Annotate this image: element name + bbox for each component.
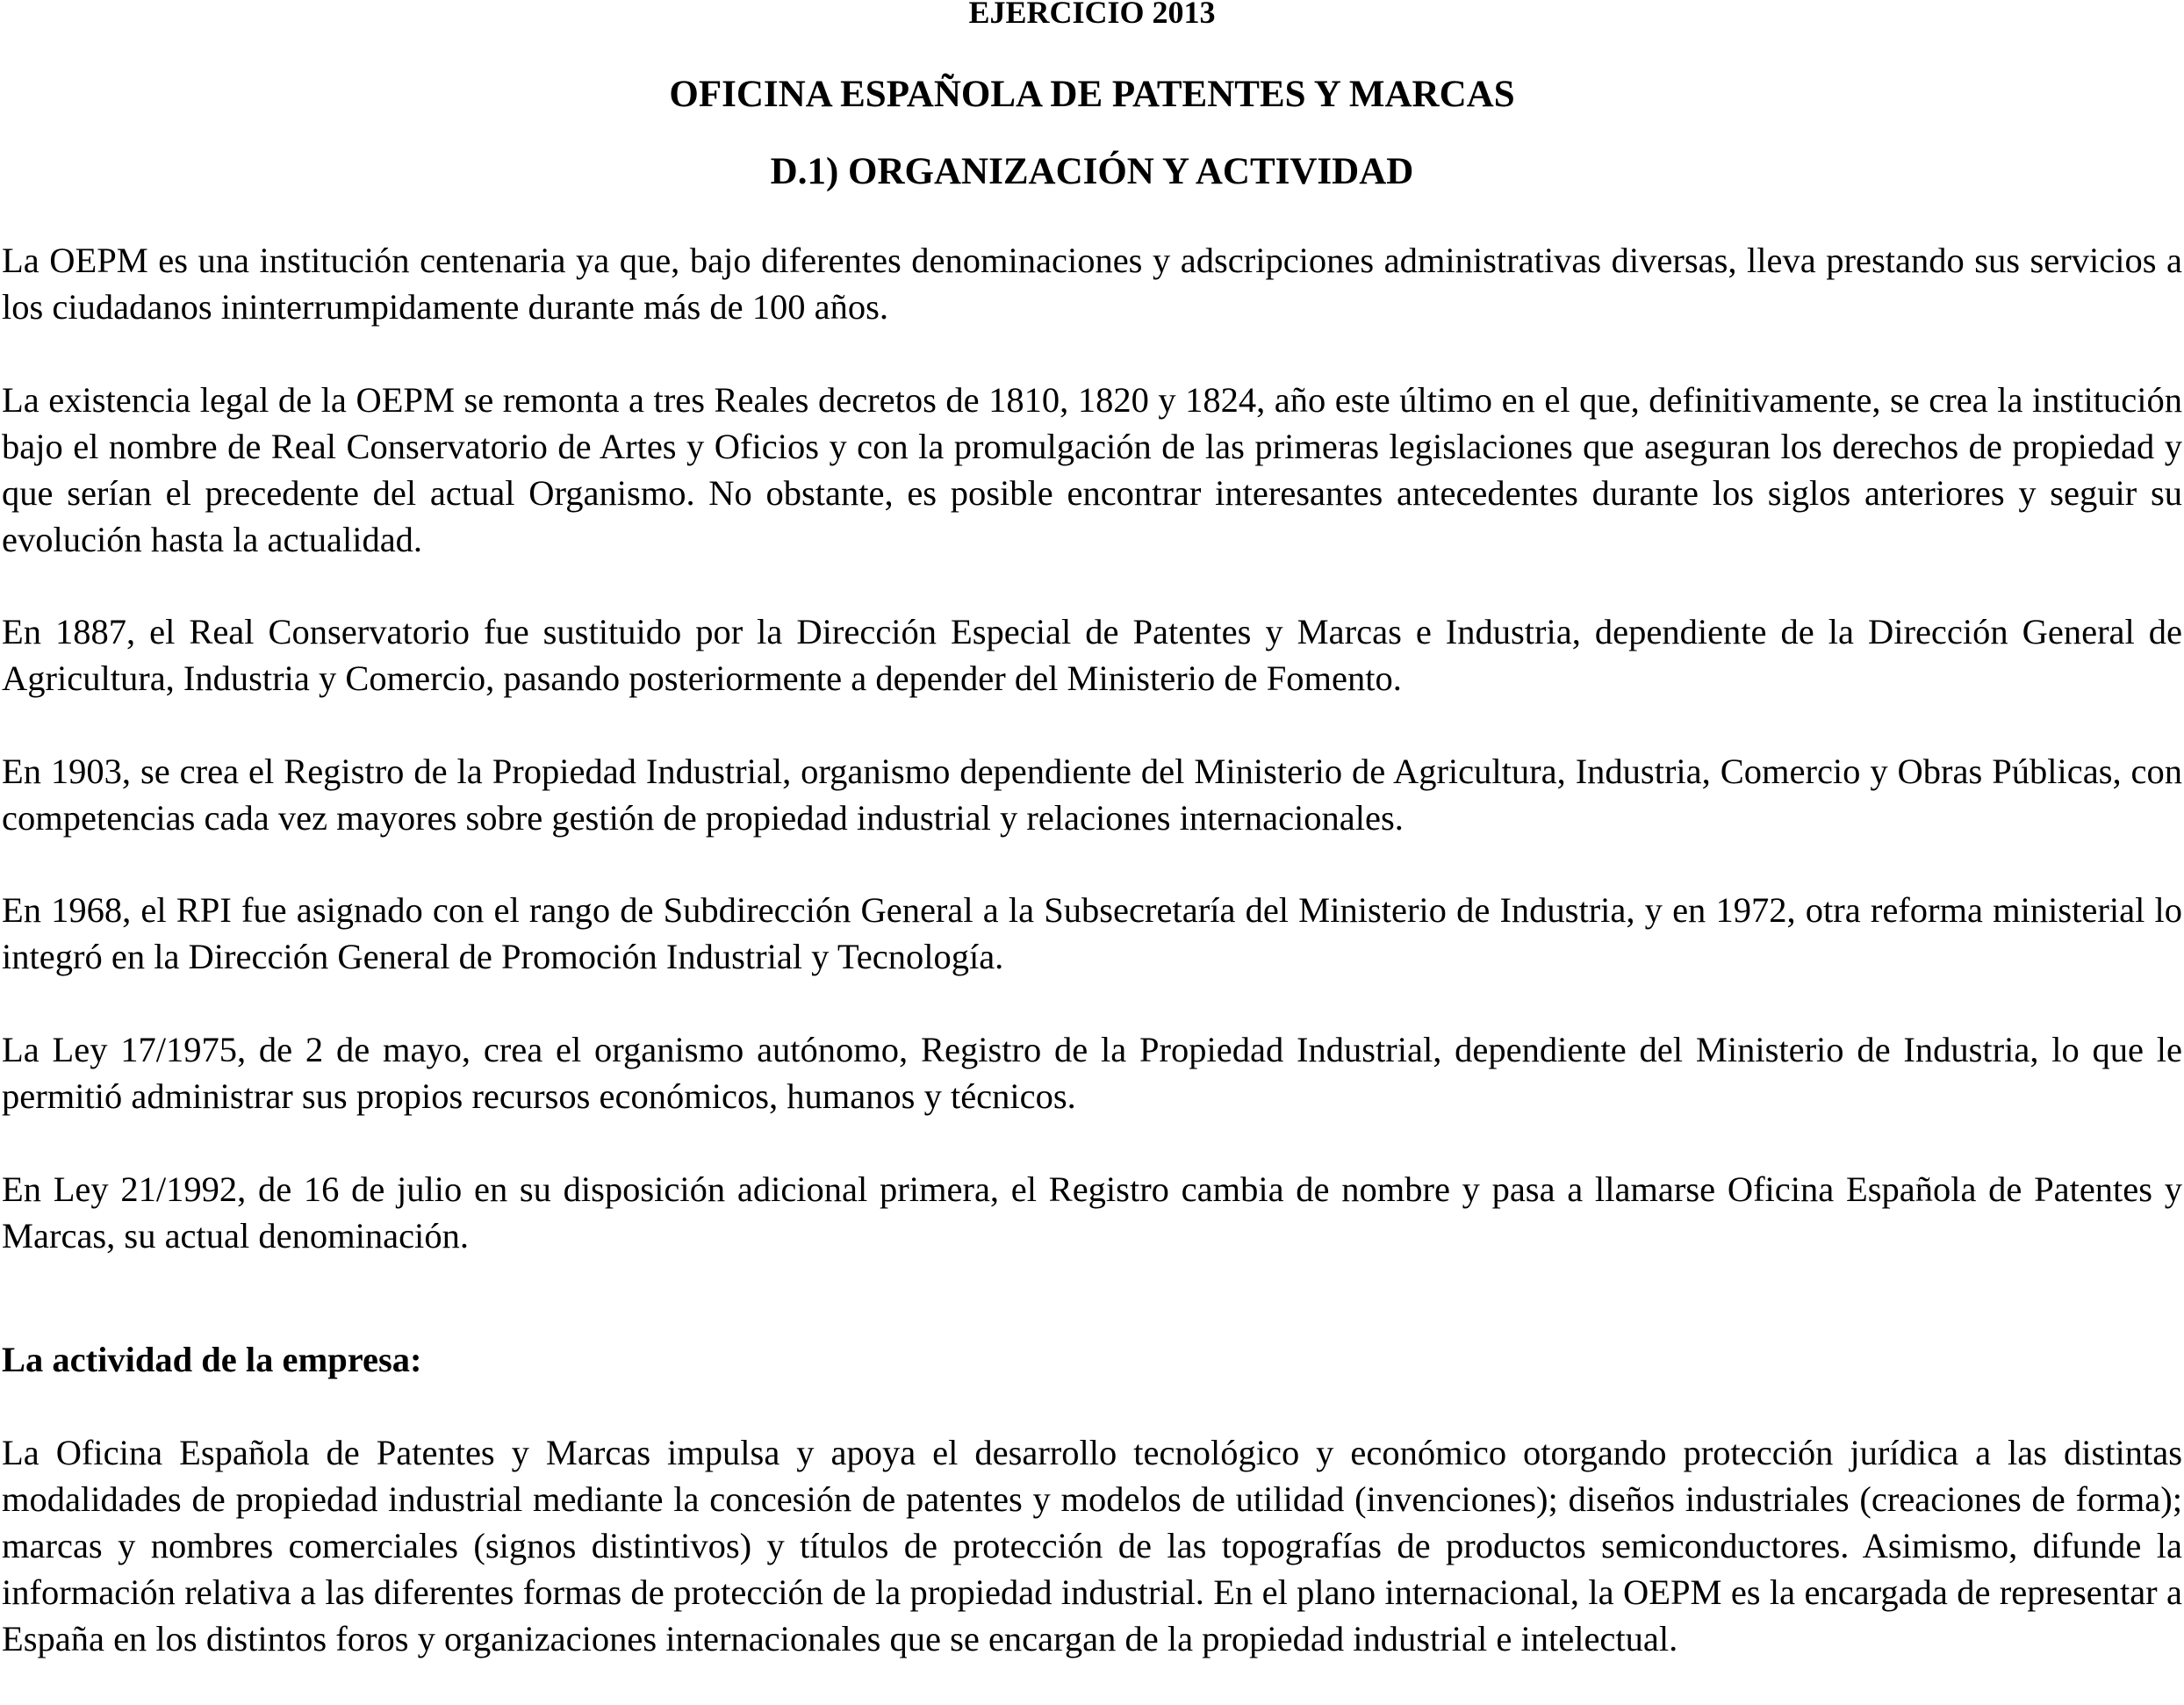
paragraph-1968: En 1968, el RPI fue asignado con el rango de Subdirección General a la Subsecretaría del Ministerio de Industria, y en 1972, otra reforma ministerial lo integró en la Dirección General de Promoción Industrial y Tecnología. [2, 890, 2182, 976]
activity-heading: La actividad de la empresa: [2, 1340, 422, 1379]
section-title: D.1) ORGANIZACIÓN Y ACTIVIDAD [770, 151, 1414, 192]
paragraph-law-1992: En Ley 21/1992, de 16 de julio en su disposición adicional primera, el Registro cambia de nombre y pasa a llamarse Oficina Española de Patentes y Marcas, su actual denominación. [2, 1169, 2182, 1255]
paragraph-1887: En 1887, el Real Conservatorio fue sustituido por la Dirección Especial de Patentes y Marcas e Industria, dependiente de la Dirección General de Agricultura, Industria y Comercio, pasando posteriormente a depender del Ministerio de Fomento. [2, 612, 2182, 698]
paragraph-1903: En 1903, se crea el Registro de la Propiedad Industrial, organismo dependiente del Ministerio de Agricultura, Industria, Comercio y Obras Públicas, con competencias cada vez mayores sobre gestión de propiedad industrial y relaciones internacionales. [2, 752, 2182, 838]
organization-title: OFICINA ESPAÑOLA DE PATENTES Y MARCAS [669, 74, 1515, 115]
paragraph-law-1975: La Ley 17/1975, de 2 de mayo, crea el organismo autónomo, Registro de la Propiedad Industrial, dependiente del Ministerio de Industria, lo que le permitió administrar sus propios recursos económicos, humanos y técnicos. [2, 1030, 2182, 1116]
fiscal-year-heading: EJERCICIO 2013 [968, 0, 1216, 30]
paragraph-institution-history: La OEPM es una institución centenaria ya que, bajo diferentes denominaciones y adscripciones administrativas diversas, lleva prestando sus servicios a los ciudadanos ininterrumpidamente durante más de 100 años. [2, 241, 2182, 327]
paragraph-legal-origins: La existencia legal de la OEPM se remonta a tres Reales decretos de 1810, 1820 y 1824, año este último en el que, definitivamente, se crea la institución bajo el nombre de Real Conservatorio de Artes y Oficios y con la promulgación de las primeras legislaciones que aseguran los derechos de propiedad y que serían el precedente del actual Organismo. No obstante, es posible encontrar interesantes antecedentes durante los siglos anteriores y seguir su evolución hasta la actualidad. [2, 380, 2182, 559]
paragraph-activity: La Oficina Española de Patentes y Marcas impulsa y apoya el desarrollo tecnológico y económico otorgando protección jurídica a las distintas modalidades de propiedad industrial mediante la concesión de patentes y modelos de utilidad (invenciones); diseños industriales (creaciones de forma); marcas y nombres comerciales (signos distintivos) y títulos de protección de las topografías de productos semiconductores. Asimismo, difunde la información relativa a las diferentes formas de protección de la propiedad industrial. En el plano internacional, la OEPM es la encargada de representar a España en los distintos foros y organizaciones internacionales que se encargan de la propiedad industrial e intelectual. [2, 1433, 2182, 1658]
